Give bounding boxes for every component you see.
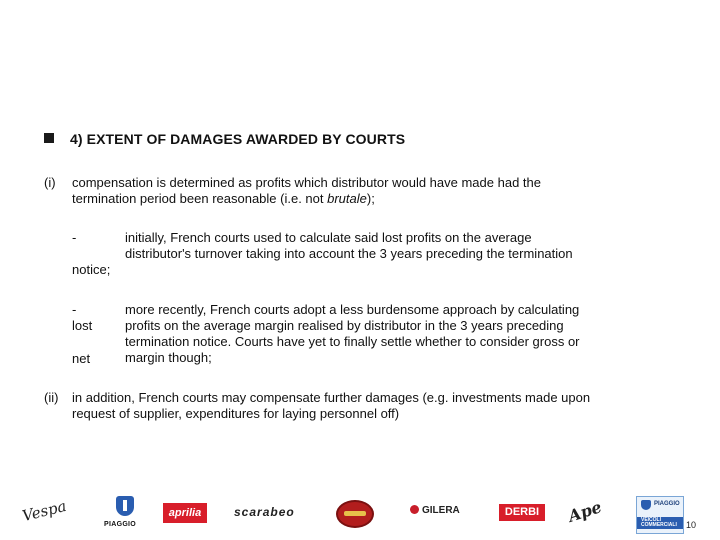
- subitem-1-dash: -: [72, 230, 77, 245]
- item-i-line2: termination period been reasonable (i.e. not brutale);: [72, 191, 375, 206]
- gilera-emblem-icon: [410, 505, 419, 514]
- subitem-2-left-word-lost: lost: [72, 318, 93, 333]
- gilera-logo: GILERA: [410, 505, 460, 516]
- item-ii-text: in addition, French courts may compensate further damages (e.g. investments made upon request of supplier, expenditures for laying personnel off): [72, 390, 591, 421]
- subitem-2-dash: -: [72, 302, 77, 317]
- item-marker-ii: (ii): [44, 390, 59, 405]
- italic-term: brutale: [327, 191, 367, 206]
- section-heading: 4) EXTENT OF DAMAGES AWARDED BY COURTS: [70, 131, 406, 147]
- item-i-line1: compensation is determined as profits which distributor would have made had the: [72, 175, 541, 190]
- brand-logo-strip: [0, 490, 720, 540]
- derbi-logo: DERBI: [499, 504, 545, 521]
- subitem-2-text: more recently, French courts adopt a less burdensome approach by calculating profits on the average margin realised by distributor in the 3 years preceding termination notice. Courts have yet to finally settle whether to consider gross or margin though;: [125, 302, 580, 365]
- ape-logo: Ape: [565, 497, 604, 526]
- scarabeo-logo: scarabeo: [234, 505, 295, 519]
- page-number: 10: [686, 520, 697, 530]
- piaggio-logo: PIAGGIO: [104, 496, 148, 536]
- moto-guzzi-eagle-icon: [336, 500, 374, 528]
- item-marker-i: (i): [44, 175, 56, 190]
- subitem-1-trailing: notice;: [72, 262, 111, 277]
- vespa-logo: Vespa: [20, 496, 69, 526]
- piaggio-shield-icon: [116, 496, 134, 516]
- subitem-1-text: initially, French courts used to calculate said lost profits on the average distributor's turnover taking into account the 3 years preceding the termination: [125, 230, 573, 261]
- item-i-text: [72, 175, 672, 207]
- aprilia-logo: aprilia: [163, 503, 207, 523]
- piaggio-veicoli-commerciali-logo: PIAGGIO VEICOLI COMMERCIALI: [636, 496, 684, 534]
- heading-bullet: [44, 133, 54, 143]
- subitem-2-left-word-net: net: [72, 351, 91, 366]
- piaggio-shield-small-icon: [641, 500, 651, 510]
